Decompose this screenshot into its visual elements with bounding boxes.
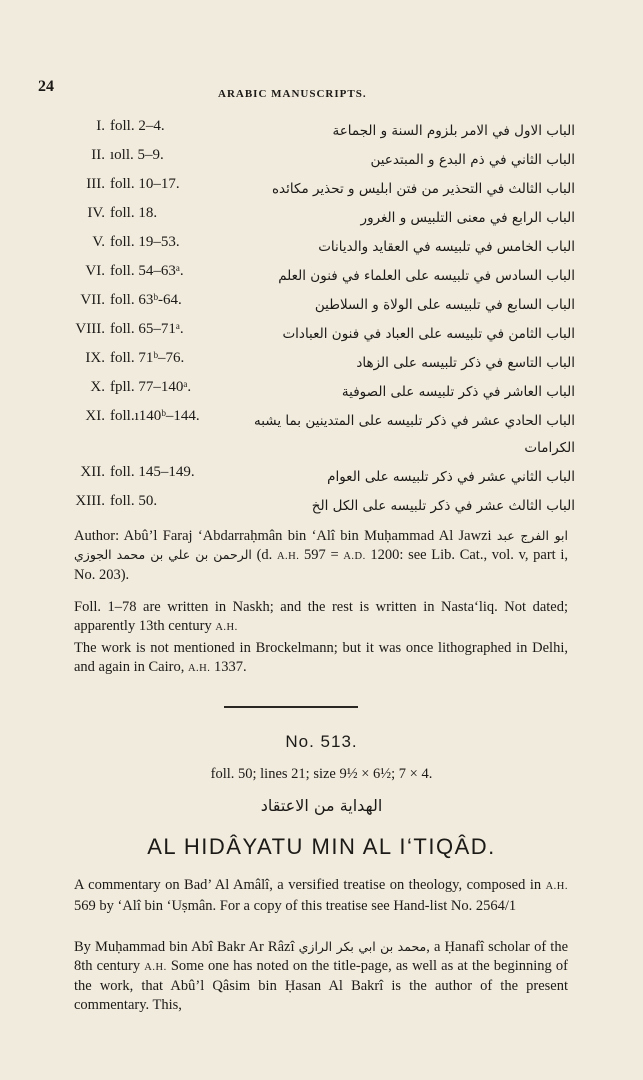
- chapter-folios: foll. 10–17.: [110, 176, 180, 192]
- chapter-folios: foll. 65–71ᵃ.: [110, 321, 184, 337]
- muhammad-text-2: , a Ḥanafî scholar of the 8th century: [74, 939, 569, 974]
- chapter-folios: foll. 18.: [110, 205, 158, 221]
- ad-abbrev: A.D.: [343, 550, 366, 562]
- chapter-arabic-title: الباب العاشر في ذكر تلبيسه على الصوفية: [341, 384, 575, 400]
- muhammad-text-1: By Muḥammad bin Abî Bakr Ar Râzî: [74, 939, 295, 955]
- commentary-paragraph: [38, 876, 568, 915]
- chapter-arabic-title: الباب الخامس في تلبيسه في العقايد والديانات: [318, 239, 575, 255]
- chapter-folios: foll. 2–4.: [110, 118, 165, 134]
- chapter-row: [30, 205, 575, 234]
- chapter-number: IX.: [85, 350, 105, 366]
- brockelmann-paragraph: [38, 639, 568, 678]
- chapter-row: [30, 379, 575, 408]
- chapter-number: VI.: [85, 263, 105, 279]
- muhammad-paragraph: [38, 938, 568, 1014]
- chapter-arabic-title: الباب التاسع في ذكر تلبيسه على الزهاد: [356, 355, 575, 371]
- chapter-folios: foll. 50.: [110, 493, 158, 509]
- entry-number: No. 513.: [285, 732, 358, 751]
- ah-abbrev: A.H.: [187, 662, 211, 674]
- author-arabic-name: ابو الفرج عبد الرحمن بن علي بن محمد الجوزي: [74, 528, 568, 562]
- author-reference: 1200: see Lib. Cat., vol. v, part i, No. 203).: [74, 546, 569, 583]
- chapter-folios: foll. 71ᵇ–76.: [110, 350, 185, 366]
- chapter-number: X.: [90, 379, 105, 395]
- chapter-folios: foll. 145–149.: [110, 464, 195, 480]
- chapter-number: XI.: [85, 408, 105, 424]
- entry-title: AL HIDÂYATU MIN AL I‘TIQÂD.: [147, 834, 496, 859]
- chapter-arabic-title: الباب الثالث في التحذير من فتن ابليس و تحذير مكائده: [271, 181, 575, 197]
- chapter-row: [30, 408, 575, 464]
- chapter-row: [30, 464, 575, 493]
- chapter-folios: foll. 63ᵇ-64.: [110, 292, 182, 308]
- chapter-number: VIII.: [75, 321, 105, 337]
- brockelmann-text: The work is not mentioned in Brockelmann; but it was once lithographed in Delhi, and again in Cairo,: [74, 640, 568, 675]
- page-number: 24: [38, 78, 54, 95]
- chapter-number: VII.: [80, 292, 105, 308]
- chapter-folios: ıoll. 5–9.: [110, 147, 164, 163]
- ah-abbrev: A.H.: [144, 961, 167, 973]
- chapter-number: I.: [96, 118, 105, 134]
- chapter-number: V.: [92, 234, 105, 250]
- entry-meta: foll. 50; lines 21; size 9½ × 6½; 7 × 4.: [210, 766, 433, 782]
- chapter-arabic-title: الباب الثاني في ذم البدع و المبتدعين: [370, 152, 575, 168]
- entry-arabic-title: الهداية من الاعتقاد: [260, 796, 383, 815]
- chapter-arabic-title: الباب الحادي عشر في ذكر تلبيسه على المتدينين بما يشبه الكرامات: [253, 413, 575, 456]
- chapter-row: [30, 350, 575, 379]
- script-paragraph: [38, 598, 568, 637]
- section-divider: [224, 706, 358, 708]
- chapter-row: [30, 292, 575, 321]
- chapter-folios: foll. 19–53.: [110, 234, 180, 250]
- chapter-row: [30, 263, 575, 292]
- ah-abbrev: A.H.: [545, 881, 568, 892]
- author-death-year: 597 =: [304, 546, 339, 563]
- script-text: Foll. 1–78 are written in Naskh; and the rest is written in Nasta‘liq. Not dated; apparently 13th century: [74, 599, 568, 634]
- muhammad-arabic-name: محمد بن ابي بكر الرازي: [298, 939, 427, 954]
- chapter-arabic-title: الباب السادس في تلبيسه على العلماء في فنون العلم: [278, 268, 575, 284]
- chapter-arabic-title: الباب الثامن في تلبيسه على العباد في فنون العبادات: [282, 326, 575, 342]
- running-title: ARABIC MANUSCRIPTS.: [218, 88, 367, 100]
- chapter-number: II.: [91, 147, 105, 163]
- chapter-number: III.: [86, 176, 105, 192]
- chapter-folios: fpll. 77–140ᵃ.: [110, 379, 192, 395]
- author-paragraph: [38, 527, 568, 585]
- ah-abbrev: A.H.: [215, 621, 238, 633]
- chapter-row: [30, 321, 575, 350]
- commentary-text-1: A commentary on Bad’ Al Amâlî, a versified treatise on theology, composed in: [74, 877, 542, 893]
- chapter-arabic-title: الباب الثاني عشر في ذكر تلبيسه على العوام: [327, 469, 575, 485]
- ah-abbrev: A.H.: [276, 550, 300, 562]
- chapter-arabic-title: الباب الثالث عشر في ذكر تلبيسه على الكل الخ: [311, 498, 575, 514]
- author-death-open: (d.: [256, 546, 273, 563]
- chapter-number: XIII.: [75, 493, 105, 509]
- chapter-row: [30, 493, 575, 522]
- chapter-row: [30, 176, 575, 205]
- chapter-number: XII.: [80, 464, 105, 480]
- chapter-row: [30, 147, 575, 176]
- muhammad-text-3: Some one has noted on the title-page, as well as at the beginning of the work, that Abû’l Qâsim bin Ḥasan Al Bakrî is the author of the present commentary. This,: [74, 957, 569, 1013]
- chapter-row: [30, 234, 575, 263]
- commentary-text-2: 569 by ‘Alî bin ‘Uṣmân. For a copy of this treatise see Hand-list No. 2564/1: [74, 897, 517, 914]
- chapter-folios: foll.ı140ᵇ–144.: [110, 408, 200, 424]
- chapter-folios: foll. 54–63ᵃ.: [110, 263, 184, 279]
- chapter-arabic-title: الباب الرابع في معنى التلبيس و الغرور: [360, 210, 575, 226]
- chapter-arabic-title: الباب السابع في تلبيسه على الولاة و السلاطين: [314, 297, 575, 313]
- lithograph-year: 1337.: [214, 658, 247, 675]
- author-lead: Author: Abû’l Faraj ‘Abdarraḥmân bin ‘Alî bin Muḥammad Al Jawzi: [74, 528, 492, 544]
- chapter-list: [30, 118, 575, 522]
- chapter-row: [30, 118, 575, 147]
- chapter-arabic-title: الباب الاول في الامر بلزوم السنة و الجماعة: [332, 123, 575, 139]
- chapter-number: IV.: [87, 205, 105, 221]
